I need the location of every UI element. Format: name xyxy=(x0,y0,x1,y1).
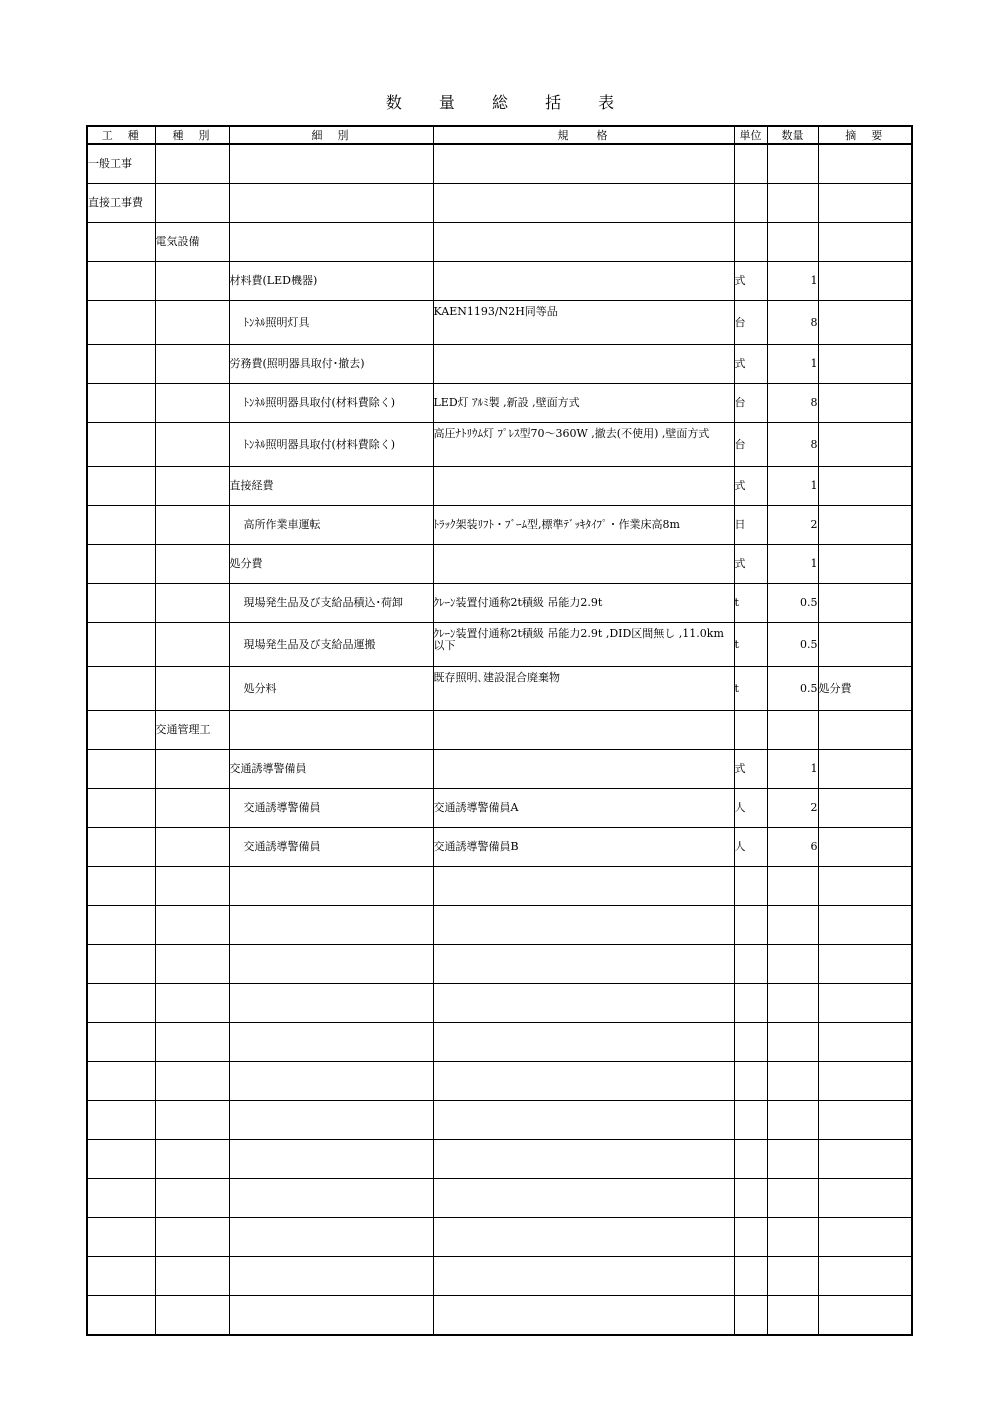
category-cell xyxy=(155,345,229,384)
unit-cell xyxy=(734,1101,767,1140)
work-type-cell xyxy=(87,1179,155,1218)
detail-cell: 労務費(照明器具取付･撤去) xyxy=(229,345,433,384)
unit-cell: 台 xyxy=(734,384,767,423)
category-cell xyxy=(155,1296,229,1336)
quantity-cell xyxy=(767,184,818,223)
unit-cell xyxy=(734,1296,767,1336)
work-type-cell xyxy=(87,867,155,906)
remarks-cell xyxy=(818,144,912,184)
table-row xyxy=(87,1023,912,1062)
unit-cell: t xyxy=(734,667,767,711)
specification-cell xyxy=(433,906,734,945)
detail-cell xyxy=(229,1023,433,1062)
specification-cell: 交通誘導警備員B xyxy=(433,828,734,867)
table-body xyxy=(87,144,912,1335)
table-row xyxy=(87,1140,912,1179)
remarks-cell xyxy=(818,750,912,789)
detail-cell xyxy=(229,223,433,262)
specification-cell: LED灯 ｱﾙﾐ製 ,新設 ,壁面方式 xyxy=(433,384,734,423)
remarks-cell xyxy=(818,345,912,384)
quantity-cell: 1 xyxy=(767,262,818,301)
table-row xyxy=(87,750,912,789)
detail-cell xyxy=(229,1062,433,1101)
remarks-cell xyxy=(818,262,912,301)
work-type-cell xyxy=(87,789,155,828)
category-cell xyxy=(155,1062,229,1101)
category-cell xyxy=(155,301,229,345)
header-category: 種 別 xyxy=(155,126,229,144)
unit-cell xyxy=(734,1179,767,1218)
category-cell xyxy=(155,584,229,623)
quantity-cell xyxy=(767,1101,818,1140)
remarks-cell xyxy=(818,223,912,262)
remarks-cell xyxy=(818,184,912,223)
detail-cell: 交通誘導警備員 xyxy=(229,828,433,867)
header-work-type: 工 種 xyxy=(87,126,155,144)
category-cell xyxy=(155,545,229,584)
unit-cell xyxy=(734,867,767,906)
quantity-cell xyxy=(767,1023,818,1062)
unit-cell: 日 xyxy=(734,506,767,545)
work-type-cell xyxy=(87,984,155,1023)
detail-cell xyxy=(229,711,433,750)
quantity-cell: 8 xyxy=(767,384,818,423)
work-type-cell xyxy=(87,1062,155,1101)
table-row xyxy=(87,262,912,301)
quantity-cell: 1 xyxy=(767,467,818,506)
work-type-cell xyxy=(87,301,155,345)
table-row xyxy=(87,1062,912,1101)
remarks-cell xyxy=(818,906,912,945)
unit-cell: 人 xyxy=(734,789,767,828)
unit-cell xyxy=(734,1257,767,1296)
work-type-cell xyxy=(87,345,155,384)
table-row xyxy=(87,345,912,384)
unit-cell xyxy=(734,945,767,984)
specification-cell xyxy=(433,1023,734,1062)
detail-cell: ﾄﾝﾈﾙ照明器具取付(材料費除く) xyxy=(229,423,433,467)
detail-cell: 処分費 xyxy=(229,545,433,584)
specification-cell xyxy=(433,262,734,301)
quantity-cell: 0.5 xyxy=(767,667,818,711)
detail-cell xyxy=(229,1218,433,1257)
quantity-cell xyxy=(767,1179,818,1218)
detail-cell: 高所作業車運転 xyxy=(229,506,433,545)
category-cell xyxy=(155,1257,229,1296)
quantity-cell: 8 xyxy=(767,301,818,345)
detail-cell: 現場発生品及び支給品積込･荷卸 xyxy=(229,584,433,623)
remarks-cell xyxy=(818,711,912,750)
quantity-cell xyxy=(767,223,818,262)
specification-cell xyxy=(433,1062,734,1101)
unit-cell: 人 xyxy=(734,828,767,867)
quantity-cell: 0.5 xyxy=(767,623,818,667)
category-cell xyxy=(155,945,229,984)
specification-cell xyxy=(433,467,734,506)
category-cell xyxy=(155,262,229,301)
work-type-cell xyxy=(87,384,155,423)
table-row xyxy=(87,223,912,262)
remarks-cell xyxy=(818,506,912,545)
detail-cell xyxy=(229,984,433,1023)
detail-cell xyxy=(229,867,433,906)
detail-cell xyxy=(229,184,433,223)
category-cell xyxy=(155,1179,229,1218)
table-row xyxy=(87,1296,912,1336)
specification-cell xyxy=(433,545,734,584)
detail-cell: ﾄﾝﾈﾙ照明器具取付(材料費除く) xyxy=(229,384,433,423)
specification-cell xyxy=(433,1257,734,1296)
table-row xyxy=(87,906,912,945)
specification-cell: ﾄﾗｯｸ架装ﾘﾌﾄ・ﾌﾞｰﾑ型,標準ﾃﾞｯｷﾀｲﾌﾟ・作業床高8m xyxy=(433,506,734,545)
specification-cell: ｸﾚｰﾝ装置付通称2t積級 吊能力2.9t ,DID区間無し ,11.0km以下 xyxy=(433,623,734,667)
specification-cell xyxy=(433,945,734,984)
quantity-cell: 6 xyxy=(767,828,818,867)
remarks-cell xyxy=(818,1062,912,1101)
quantity-cell: 0.5 xyxy=(767,584,818,623)
table-row xyxy=(87,667,912,711)
unit-cell xyxy=(734,184,767,223)
unit-cell: 式 xyxy=(734,345,767,384)
remarks-cell xyxy=(818,1140,912,1179)
detail-cell: 材料費(LED機器) xyxy=(229,262,433,301)
detail-cell xyxy=(229,906,433,945)
work-type-cell xyxy=(87,906,155,945)
table-row xyxy=(87,945,912,984)
remarks-cell xyxy=(818,789,912,828)
unit-cell xyxy=(734,1062,767,1101)
table-header-row xyxy=(87,126,912,144)
work-type-cell xyxy=(87,828,155,867)
table-row xyxy=(87,623,912,667)
category-cell: 交通管理工 xyxy=(155,711,229,750)
quantity-cell xyxy=(767,1218,818,1257)
specification-cell xyxy=(433,184,734,223)
specification-cell xyxy=(433,223,734,262)
remarks-cell xyxy=(818,545,912,584)
quantity-cell xyxy=(767,1296,818,1336)
header-unit: 単位 xyxy=(734,126,767,144)
table-row xyxy=(87,1257,912,1296)
table-row xyxy=(87,1179,912,1218)
table-row xyxy=(87,711,912,750)
category-cell xyxy=(155,1218,229,1257)
quantity-cell: 2 xyxy=(767,789,818,828)
header-quantity: 数量 xyxy=(767,126,818,144)
remarks-cell xyxy=(818,1023,912,1062)
category-cell xyxy=(155,906,229,945)
table-row xyxy=(87,423,912,467)
unit-cell xyxy=(734,223,767,262)
work-type-cell: 一般工事 xyxy=(87,144,155,184)
specification-cell xyxy=(433,711,734,750)
table-row xyxy=(87,144,912,184)
remarks-cell xyxy=(818,945,912,984)
remarks-cell xyxy=(818,467,912,506)
detail-cell xyxy=(229,945,433,984)
detail-cell xyxy=(229,144,433,184)
quantity-cell: 1 xyxy=(767,345,818,384)
quantity-cell: 8 xyxy=(767,423,818,467)
remarks-cell: 処分費 xyxy=(818,667,912,711)
unit-cell: 台 xyxy=(734,423,767,467)
category-cell xyxy=(155,506,229,545)
work-type-cell xyxy=(87,1257,155,1296)
specification-cell: 高圧ﾅﾄﾘｳﾑ灯 ﾌﾟﾚｽ型70～360W ,撤去(不使用) ,壁面方式 xyxy=(433,423,734,467)
work-type-cell xyxy=(87,467,155,506)
category-cell xyxy=(155,184,229,223)
quantity-cell xyxy=(767,1257,818,1296)
specification-cell xyxy=(433,867,734,906)
table-row xyxy=(87,828,912,867)
specification-cell: ｸﾚｰﾝ装置付通称2t積級 吊能力2.9t xyxy=(433,584,734,623)
table-row xyxy=(87,984,912,1023)
table-row xyxy=(87,301,912,345)
category-cell xyxy=(155,750,229,789)
category-cell xyxy=(155,667,229,711)
specification-cell xyxy=(433,1218,734,1257)
work-type-cell xyxy=(87,711,155,750)
category-cell xyxy=(155,1140,229,1179)
remarks-cell xyxy=(818,984,912,1023)
quantity-cell xyxy=(767,144,818,184)
unit-cell xyxy=(734,1140,767,1179)
header-specification: 規 格 xyxy=(433,126,734,144)
quantity-cell xyxy=(767,1062,818,1101)
category-cell xyxy=(155,828,229,867)
specification-cell: 既存照明､建設混合廃棄物 xyxy=(433,667,734,711)
table-row xyxy=(87,1101,912,1140)
category-cell xyxy=(155,789,229,828)
unit-cell xyxy=(734,144,767,184)
remarks-cell xyxy=(818,1218,912,1257)
unit-cell xyxy=(734,1023,767,1062)
header-remarks: 摘 要 xyxy=(818,126,912,144)
specification-cell xyxy=(433,1101,734,1140)
remarks-cell xyxy=(818,1296,912,1336)
table-row xyxy=(87,184,912,223)
category-cell xyxy=(155,384,229,423)
remarks-cell xyxy=(818,584,912,623)
work-type-cell xyxy=(87,750,155,789)
specification-cell xyxy=(433,144,734,184)
category-cell xyxy=(155,867,229,906)
quantity-summary-table xyxy=(86,125,913,1336)
unit-cell: t xyxy=(734,623,767,667)
unit-cell: 式 xyxy=(734,750,767,789)
detail-cell xyxy=(229,1296,433,1336)
work-type-cell xyxy=(87,1140,155,1179)
quantity-cell: 1 xyxy=(767,545,818,584)
remarks-cell xyxy=(818,384,912,423)
unit-cell xyxy=(734,1218,767,1257)
detail-cell xyxy=(229,1257,433,1296)
work-type-cell xyxy=(87,506,155,545)
header-detail: 細 別 xyxy=(229,126,433,144)
unit-cell: 式 xyxy=(734,545,767,584)
unit-cell: 式 xyxy=(734,262,767,301)
table-row xyxy=(87,506,912,545)
unit-cell: 式 xyxy=(734,467,767,506)
work-type-cell xyxy=(87,545,155,584)
table-row xyxy=(87,867,912,906)
specification-cell xyxy=(433,1179,734,1218)
work-type-cell xyxy=(87,262,155,301)
unit-cell: 台 xyxy=(734,301,767,345)
category-cell xyxy=(155,467,229,506)
unit-cell: t xyxy=(734,584,767,623)
category-cell xyxy=(155,144,229,184)
category-cell xyxy=(155,423,229,467)
table-row xyxy=(87,789,912,828)
quantity-cell xyxy=(767,867,818,906)
work-type-cell xyxy=(87,1101,155,1140)
quantity-cell: 1 xyxy=(767,750,818,789)
remarks-cell xyxy=(818,623,912,667)
remarks-cell xyxy=(818,867,912,906)
table-row xyxy=(87,1218,912,1257)
remarks-cell xyxy=(818,423,912,467)
specification-cell xyxy=(433,984,734,1023)
unit-cell xyxy=(734,906,767,945)
detail-cell: 直接経費 xyxy=(229,467,433,506)
quantity-cell xyxy=(767,984,818,1023)
unit-cell xyxy=(734,711,767,750)
detail-cell xyxy=(229,1101,433,1140)
remarks-cell xyxy=(818,1257,912,1296)
work-type-cell xyxy=(87,1296,155,1336)
table-row xyxy=(87,384,912,423)
detail-cell: ﾄﾝﾈﾙ照明灯具 xyxy=(229,301,433,345)
remarks-cell xyxy=(818,1179,912,1218)
unit-cell xyxy=(734,984,767,1023)
quantity-cell: 2 xyxy=(767,506,818,545)
remarks-cell xyxy=(818,301,912,345)
page-title: 数 量 総 括 表 xyxy=(385,93,631,112)
category-cell xyxy=(155,1023,229,1062)
table-row xyxy=(87,467,912,506)
remarks-cell xyxy=(818,1101,912,1140)
detail-cell: 交通誘導警備員 xyxy=(229,750,433,789)
quantity-cell xyxy=(767,1140,818,1179)
specification-cell: KAEN1193/N2H同等品 xyxy=(433,301,734,345)
specification-cell: 交通誘導警備員A xyxy=(433,789,734,828)
category-cell xyxy=(155,984,229,1023)
category-cell xyxy=(155,623,229,667)
work-type-cell xyxy=(87,223,155,262)
specification-cell xyxy=(433,1140,734,1179)
work-type-cell xyxy=(87,1218,155,1257)
work-type-cell xyxy=(87,945,155,984)
work-type-cell xyxy=(87,1023,155,1062)
category-cell xyxy=(155,1101,229,1140)
quantity-cell xyxy=(767,945,818,984)
detail-cell: 現場発生品及び支給品運搬 xyxy=(229,623,433,667)
specification-cell xyxy=(433,345,734,384)
work-type-cell xyxy=(87,584,155,623)
specification-cell xyxy=(433,1296,734,1336)
quantity-cell xyxy=(767,906,818,945)
work-type-cell xyxy=(87,623,155,667)
quantity-cell xyxy=(767,711,818,750)
remarks-cell xyxy=(818,828,912,867)
detail-cell xyxy=(229,1179,433,1218)
detail-cell: 処分料 xyxy=(229,667,433,711)
work-type-cell xyxy=(87,423,155,467)
specification-cell xyxy=(433,750,734,789)
detail-cell: 交通誘導警備員 xyxy=(229,789,433,828)
work-type-cell xyxy=(87,667,155,711)
table-row xyxy=(87,545,912,584)
table-row xyxy=(87,584,912,623)
detail-cell xyxy=(229,1140,433,1179)
category-cell: 電気設備 xyxy=(155,223,229,262)
work-type-cell: 直接工事費 xyxy=(87,184,155,223)
